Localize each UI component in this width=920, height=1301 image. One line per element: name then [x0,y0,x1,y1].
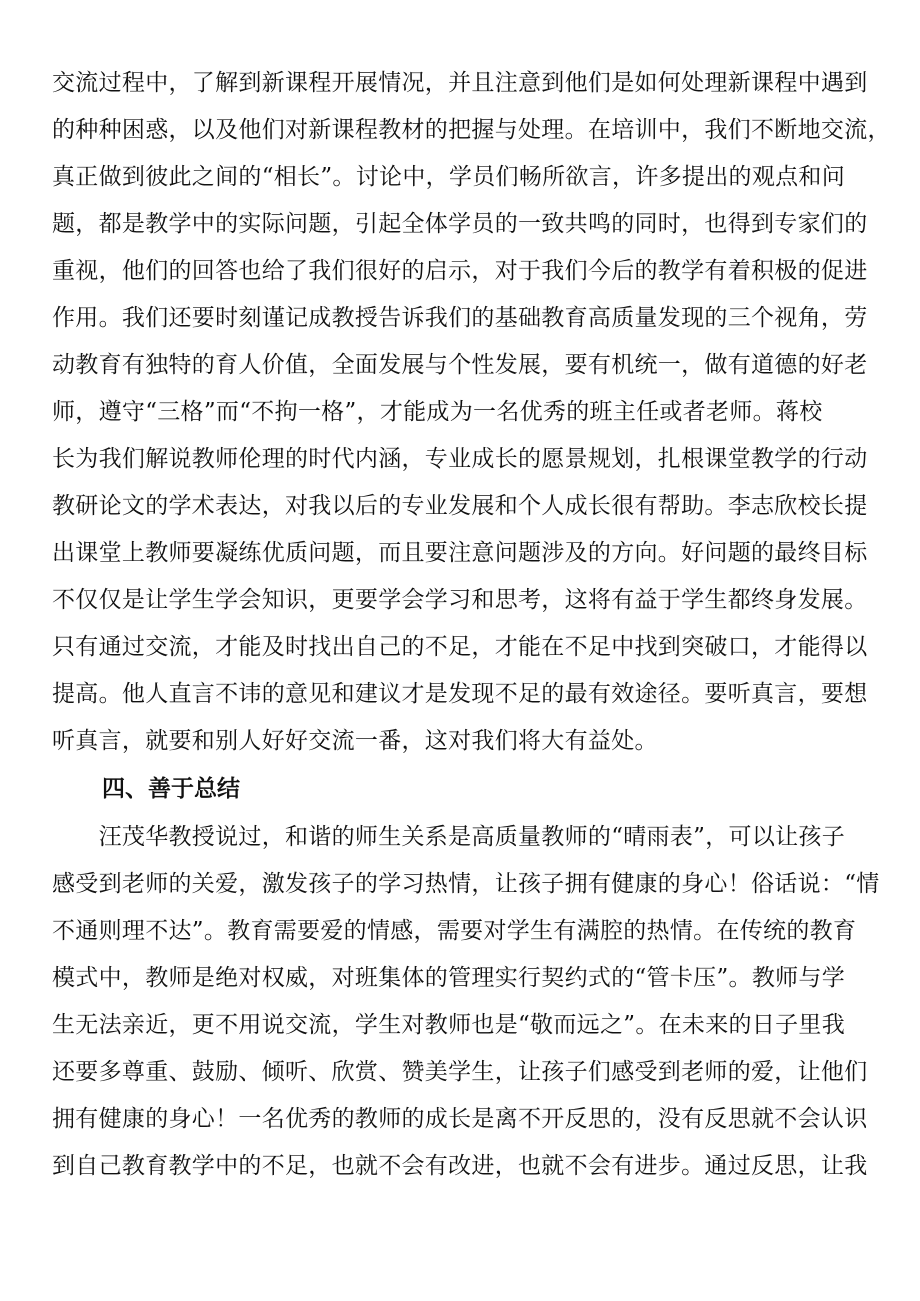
paragraph-line: 还要多尊重、鼓励、倾听、欣赏、赞美学生，让孩子们感受到老师的爱，让他们 [52,1059,868,1085]
paragraph-line: 只有通过交流，才能及时找出自己的不足，才能在不足中找到突破口，才能得以 [52,634,868,660]
paragraph-line: 的种种困惑，以及他们对新课程教材的把握与处理。在培训中，我们不断地交流， [52,117,891,143]
paragraph-line: 题，都是教学中的实际问题，引起全体学员的一致共鸣的同时，也得到专家们的 [52,211,868,237]
paragraph-line: 到自己教育教学中的不足，也就不会有改进，也就不会有进步。通过反思，让我 [52,1153,868,1179]
paragraph-line: 生无法亲近，更不用说交流，学生对教师也是“敬而远之”。在未来的日子里我 [52,1012,846,1038]
paragraph-line: 长为我们解说教师伦理的时代内涵，专业成长的愿景规划，扎根课堂教学的行动 [52,446,868,472]
paragraph-line: 教研论文的学术表达，对我以后的专业发展和个人成长很有帮助。李志欣校长提 [52,493,868,519]
paragraph-line: 感受到老师的关爱，激发孩子的学习热情，让孩子拥有健康的身心！俗话说：“情 [52,871,880,897]
paragraph-line: 不通则理不达”。教育需要爱的情感，需要对学生有满腔的热情。在传统的教育 [52,918,857,944]
paragraph-line: 交流过程中，了解到新课程开展情况，并且注意到他们是如何处理新课程中遇到 [52,70,868,96]
paragraph-line: 重视，他们的回答也给了我们很好的启示，对于我们今后的教学有着积极的促进 [52,258,868,284]
paragraph-line: 拥有健康的身心！一名优秀的教师的成长是离不开反思的，没有反思就不会认识 [52,1106,868,1132]
paragraph-line: 作用。我们还要时刻谨记成教授告诉我们的基础教育高质量发现的三个视角，劳 [52,305,868,331]
paragraph-line: 师，遵守“三格”而“不拘一格”，才能成为一名优秀的班主任或者老师。蒋校 [52,399,823,425]
paragraph-line: 模式中，教师是绝对权威，对班集体的管理实行契约式的“管卡压”。教师与学 [52,965,846,991]
paragraph-line: 汪茂华教授说过，和谐的师生关系是高质量教师的“晴雨表”，可以让孩子 [52,824,846,850]
paragraph-line: 不仅仅是让学生学会知识，更要学会学习和思考，这将有益于学生都终身发展。 [52,587,868,613]
paragraph-line: 出课堂上教师要凝练优质问题，而且要注意问题涉及的方向。好问题的最终目标 [52,540,868,566]
paragraph-line: 听真言，就要和别人好好交流一番，这对我们将大有益处。 [52,728,658,754]
paragraph-line: 动教育有独特的育人价值，全面发展与个性发展，要有机统一，做有道德的好老 [52,352,868,378]
paragraph-line: 真正做到彼此之间的“相长”。讨论中，学员们畅所欲言，许多提出的观点和问 [52,164,846,190]
section-heading: 四、善于总结 [102,776,240,802]
paragraph-line: 提高。他人直言不讳的意见和建议才是发现不足的最有效途径。要听真言，要想 [52,681,868,707]
